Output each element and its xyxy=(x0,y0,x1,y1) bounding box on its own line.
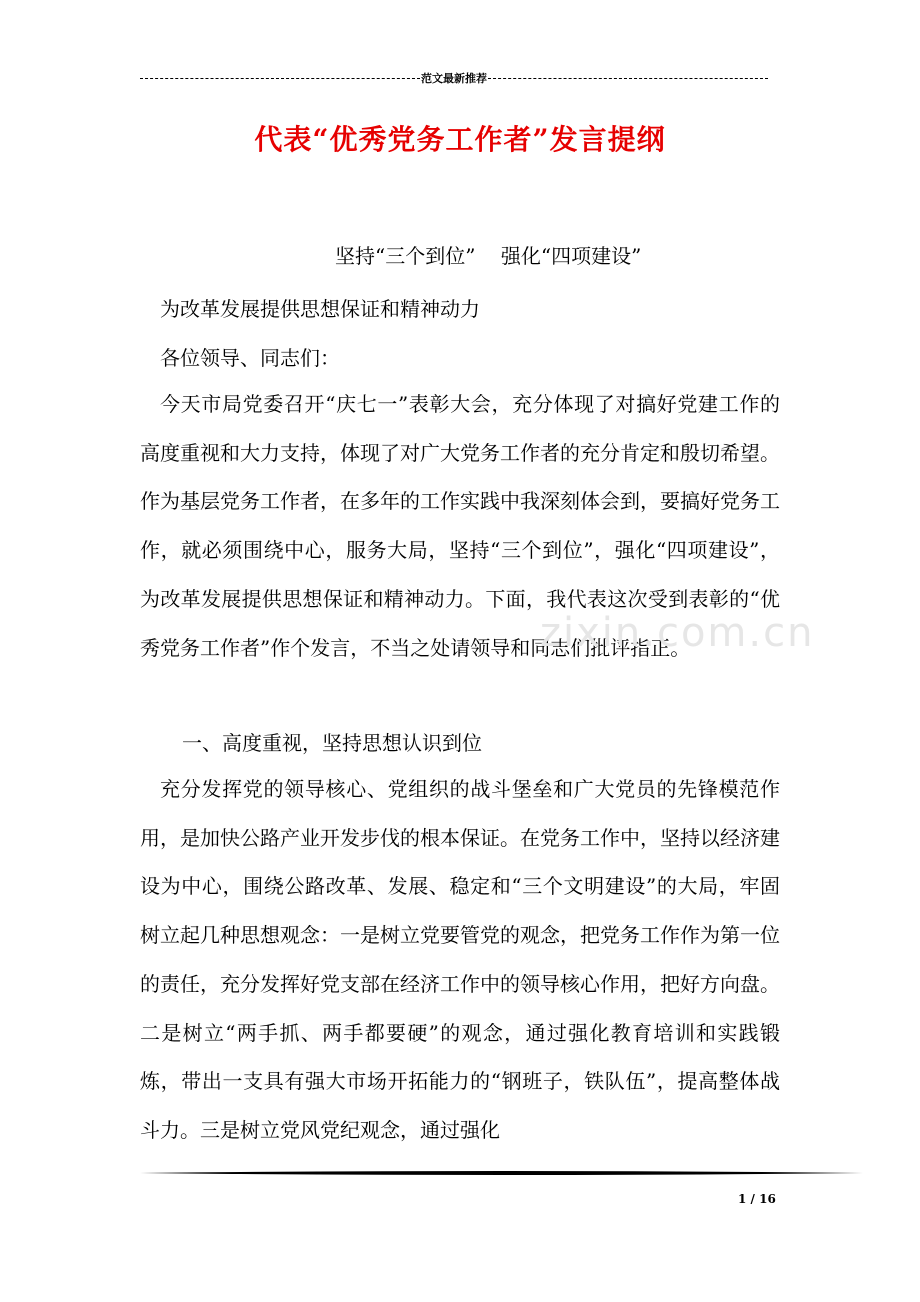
header-dash-left xyxy=(140,78,420,79)
footer-rule xyxy=(140,1170,863,1176)
paragraph-section-1: 充分发挥党的领导核心、党组织的战斗堡垒和广大党员的先锋模范作用，是加快公路产业开发步伐的根本保证。在党务工作中，坚持以经济建设为中心，围绕公路改革、发展、稳定和“三个文明建设”的大局，牢固树立起几种思想观念：一是树立党要管党的观念，把党务工作作为第一位的责任，充分发挥好党支部在经济工作中的领导核心作用，把好方向盘。二是树立“两手抓、两手都要硬”的观念，通过强化教育培训和实践锻炼，带出一支具有强大市场开拓能力的“钢班子，铁队伍”，提高整体战斗力。三是树立党风党纪观念，通过强化 xyxy=(140,777,780,1142)
greeting: 各位领导、同志们： xyxy=(160,346,340,370)
section-heading-1: 一、高度重视，坚持思想认识到位 xyxy=(182,731,482,755)
watermark: zixin.com.cn xyxy=(540,610,815,656)
page-number: 1 / 16 xyxy=(738,1192,776,1206)
document-title: 代表“优秀党务工作者”发言提纲 xyxy=(254,123,666,156)
header-dash-right xyxy=(488,78,768,79)
header-label: 范文最新推荐 xyxy=(421,72,487,85)
paragraph-intro: 今天市局党委召开“庆七一”表彰大会，充分体现了对搞好党建工作的高度重视和大力支持，体现了对广大党务工作者的充分肯定和殷切希望。作为基层党务工作者，在多年的工作实践中我深刻体会到，要搞好党务工作，就必须围绕中心，服务大局，坚持“三个到位”，强化“四项建设”，为改革发展提供思想保证和精神动力。下面，我代表这次受到表彰的“优秀党务工作者”作个发言，不当之处请领导和同志们批评指正。 xyxy=(140,392,780,660)
subtitle-line-2: 为改革发展提供思想保证和精神动力 xyxy=(160,297,480,321)
page-header xyxy=(140,70,768,86)
document-subtitle: 坚持“三个到位” 强化“四项建设” xyxy=(335,244,642,268)
